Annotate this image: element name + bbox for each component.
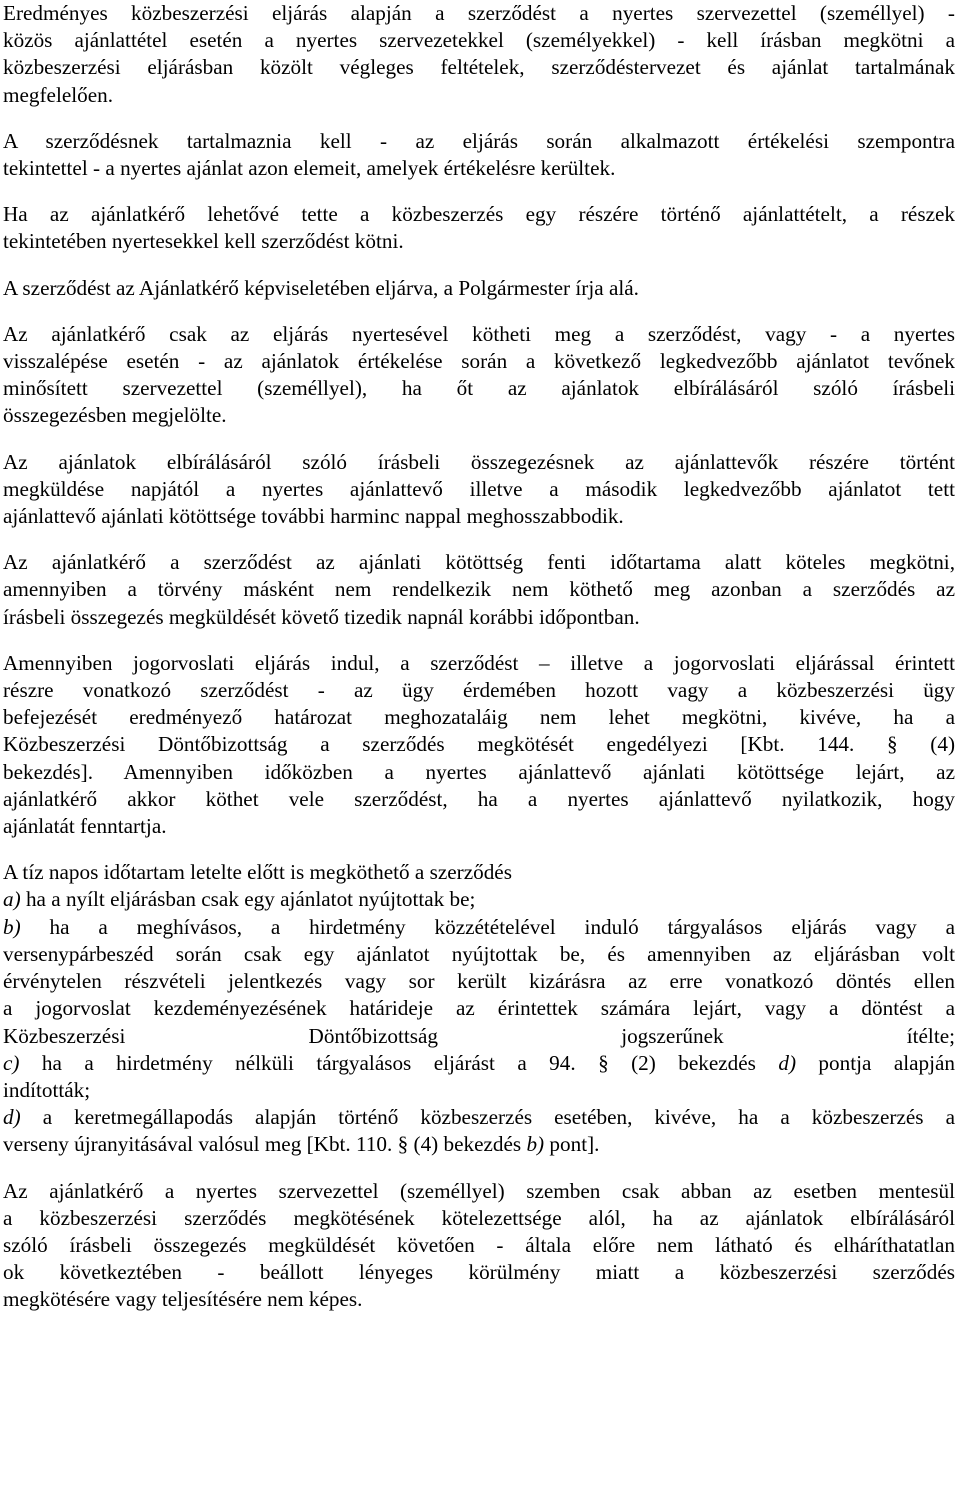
text-line: tekintetében nyertesekkel kell szerződést kötni. [3, 229, 404, 254]
text-line: érvénytelen részvételi jelentkezés vagy sor került kizárásra az erre vonatkozó döntés ellen [3, 969, 955, 994]
text-line: b) ha a meghívásos, a hirdetmény közzétételével induló tárgyalásos eljárás vagy a [3, 914, 955, 939]
text-line: amennyiben a törvény másként nem rendelkezik nem köthető meg azonban a szerződés az [3, 577, 955, 602]
text-line: ajánlatkérő akkor köthet vele szerződést, ha a nyertes ajánlattevő nyilatkozik, hogy [3, 786, 955, 811]
text-line: bekezdés]. Amennyiben időközben a nyertes ajánlattevő ajánlati kötöttsége lejárt, az [3, 759, 955, 784]
text-line: ajánlatát fenntartja. [3, 814, 167, 839]
text-line: tekintettel - a nyertes ajánlat azon elemeit, amelyek értékelésre kerültek. [3, 156, 616, 181]
text-line: A tíz napos időtartam letelte előtt is megköthető a szerződés [3, 860, 512, 885]
paragraph-6 [3, 449, 955, 531]
text-line: versenypárbeszéd során csak egy ajánlatot nyújtottak be, és amennyiben az eljárásban volt [3, 941, 955, 966]
text-line: verseny újranyitásával valósul meg [Kbt. 110. § (4) bekezdés b) pont]. [3, 1132, 600, 1157]
paragraph-1 [3, 0, 955, 109]
paragraph-3 [3, 201, 955, 255]
text-line: Az ajánlatok elbírálásáról szóló írásbeli összegezésnek az ajánlattevők részére történt [3, 449, 955, 474]
text-line: Eredményes közbeszerzési eljárás alapján a szerződést a nyertes szervezettel (személlyel) - [3, 1, 955, 25]
text-line: közbeszerzési eljárásban közölt végleges feltételek, szerződéstervezet és ajánlat tartalmának [3, 55, 955, 80]
paragraph-10 [3, 1178, 955, 1314]
text-line: a jogorvoslat kezdeményezésének határideje az érintettek számára lejárt, vagy a döntést a [3, 996, 955, 1021]
text-line: Amennyiben jogorvoslati eljárás indul, a szerződést – illetve a jogorvoslati eljárással érintett [3, 650, 955, 675]
text-line: megfelelően. [3, 82, 114, 107]
text-line: visszalépése esetén - az ajánlatok értékelése során a következő legkedvezőbb ajánlatot tevőnek [3, 349, 955, 374]
text-line: Az ajánlatkérő a szerződést az ajánlati kötöttség fenti időtartama alatt köteles megkötni, [3, 550, 955, 575]
text-line: ajánlattevő ajánlati kötöttsége további harminc nappal meghosszabbodik. [3, 504, 624, 529]
text-line: megküldése napjától a nyertes ajánlattevő illetve a második legkedvezőbb ajánlatot tett [3, 476, 955, 501]
text-line: a) ha a nyílt eljárásban csak egy ajánlatot nyújtottak be; [3, 887, 476, 912]
text-line: megkötésére vagy teljesítésére nem képes. [3, 1287, 363, 1312]
text-line: Az ajánlatkérő csak az eljárás nyertesével kötheti meg a szerződést, vagy - a nyertes [3, 321, 955, 346]
text-line: Közbeszerzési Döntőbizottság jogszerűnek ítélte; [3, 1023, 955, 1048]
text-line: ok következtében - beállott lényeges körülmény miatt a közbeszerzési szerződés [3, 1260, 955, 1285]
text-line: közös ajánlattétel esetén a nyertes szervezetekkel (személyekkel) - kell írásban megkötni a [3, 28, 955, 53]
text-line: Az ajánlatkérő a nyertes szervezettel (személlyel) szemben csak abban az esetben mentesül [3, 1178, 955, 1203]
text-line: A szerződésnek tartalmaznia kell - az eljárás során alkalmazott értékelési szempontra [3, 128, 955, 153]
text-line: Közbeszerzési Döntőbizottság a szerződés megkötését engedélyezi [Kbt. 144. § (4) [3, 732, 955, 757]
text-line: részre vonatkozó szerződést - az ügy érdemében hozott vagy a közbeszerzési ügy [3, 678, 955, 703]
paragraph-8 [3, 650, 955, 840]
document-page [3, 0, 955, 1333]
text-line: d) a keretmegállapodás alapján történő közbeszerzés esetében, kivéve, ha a közbeszerzés a [3, 1105, 955, 1130]
text-line: c) ha a hirdetmény nélküli tárgyalásos eljárást a 94. § (2) bekezdés d) pontja alapján [3, 1050, 955, 1075]
paragraph-2 [3, 128, 955, 182]
text-line: szóló írásbeli összegezés megküldését követően - általa előre nem látható és elháríthatatlan [3, 1232, 955, 1257]
text-line: írásbeli összegezés megküldését követő tizedik napnál korábbi időpontban. [3, 604, 640, 629]
text-line: minősített szervezettel (személlyel), ha őt az ajánlatok elbírálásáról szóló írásbeli [3, 376, 955, 401]
text-line: a közbeszerzési szerződés megkötésének kötelezettsége alól, ha az ajánlatok elbírálásáról [3, 1205, 955, 1230]
paragraph-9 [3, 859, 955, 1158]
text-line: A szerződést az Ajánlatkérő képviseletében eljárva, a Polgármester írja alá. [3, 275, 639, 300]
paragraph-5 [3, 321, 955, 430]
paragraph-4 [3, 275, 955, 302]
text-line: indították; [3, 1077, 91, 1102]
text-line: Ha az ajánlatkérő lehetővé tette a közbeszerzés egy részére történő ajánlattételt, a részek [3, 202, 955, 227]
paragraph-7 [3, 549, 955, 631]
text-line: befejezését eredményező határozat meghozataláig nem lehet megkötni, kivéve, ha a [3, 705, 955, 730]
text-line: összegezésben megjelölte. [3, 403, 227, 428]
